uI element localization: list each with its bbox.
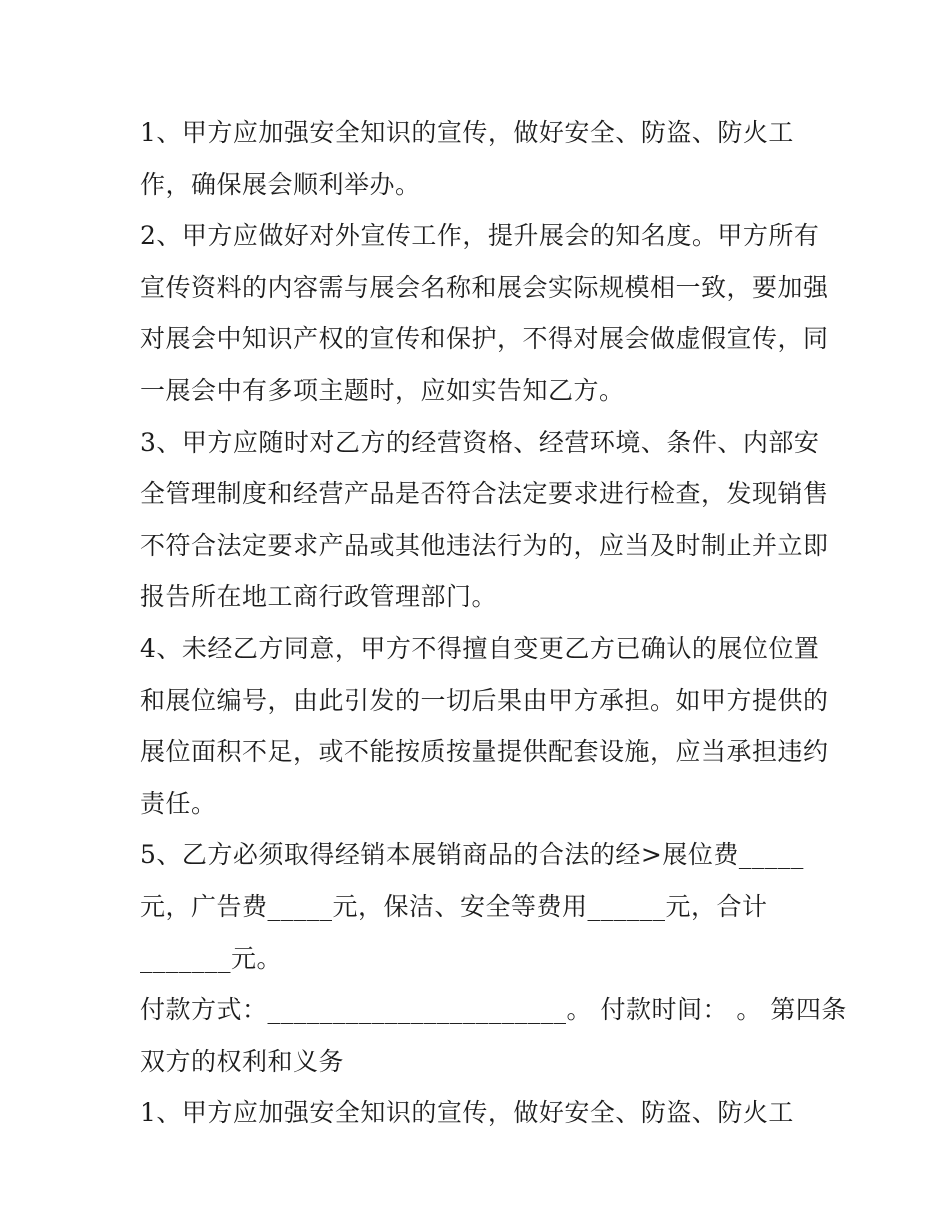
text-line: 不符合法定要求产品或其他违法行为的，应当及时制止并立即 (140, 530, 829, 560)
text-line: 宣传资料的内容需与展会名称和展会实际规模相一致，要加强 (140, 272, 829, 302)
text-line: 3、甲方应随时对乙方的经营资格、经营环境、条件、内部安 (140, 427, 820, 457)
text-line: 1、甲方应加强安全知识的宣传，做好安全、防盗、防火工 (140, 118, 794, 147)
text-line: 双方的权利和义务 (140, 1046, 345, 1076)
text-line: 1、甲方应加强安全知识的宣传，做好安全、防盗、防火工 (140, 1098, 794, 1128)
text-line: 展位面积不足，或不能按质按量提供配套设施，应当承担违约 (140, 737, 829, 767)
text-line: 全管理制度和经营产品是否符合法定要求进行检查，发现销售 (140, 479, 829, 509)
contract-text (140, 107, 847, 1139)
text-line: 5、乙方必须取得经销本展销商品的合法的经>展位费_____ (140, 840, 804, 870)
text-line: 和展位编号，由此引发的一切后果由甲方承担。如甲方提供的 (140, 685, 829, 715)
text-line: _______元。 (140, 943, 283, 973)
text-line: 一展会中有多项主题时，应如实告知乙方。 (140, 375, 625, 405)
text-line: 2、甲方应做好对外宣传工作，提升展会的知名度。甲方所有 (140, 221, 820, 251)
text-line: 4、未经乙方同意，甲方不得擅自变更乙方已确认的展位位置 (140, 633, 820, 663)
text-line: 元，广告费_____元，保洁、安全等费用______元，合计 (140, 891, 768, 921)
text-line: 责任。 (140, 788, 217, 818)
text-line: 报告所在地工商行政管理部门。 (140, 582, 498, 612)
text-line: 作，确保展会顺利举办。 (140, 169, 421, 199)
text-line: 对展会中知识产权的宣传和保护，不得对展会做虚假宣传，同 (140, 324, 829, 354)
text-line: 付款方式：_______________________。 付款时间： 。 第四条 (140, 995, 847, 1025)
